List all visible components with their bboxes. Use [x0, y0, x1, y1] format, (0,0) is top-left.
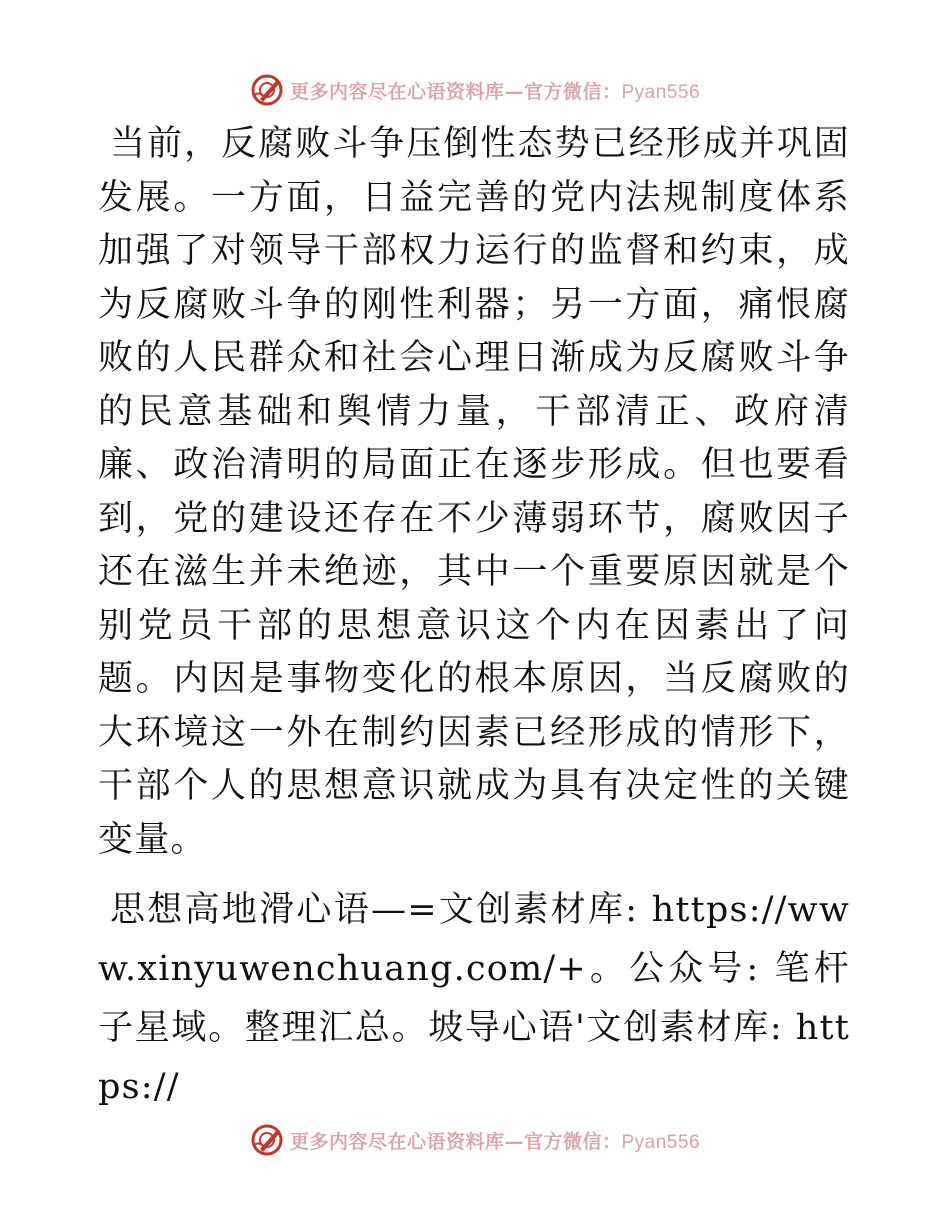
footer-wechat-id: Pyan556: [621, 1131, 701, 1153]
paragraph-main: 当前，反腐败斗争压倒性态势已经形成并巩固发展。一方面，日益完善的党内法规制度体系加强了对领导干部权力运行的监督和约束，成为反腐败斗争的刚性利器；另一方面，痛恨腐败的人民群众和社会心理日渐成为反腐败斗争的民意基础和舆情力量，干部清正、政府清廉、政治清明的局面正在逐步形成。但也要看到，党的建设还存在不少薄弱环节，腐败因子还在滋生并未绝迹，其中一个重要原因就是个别党员干部的思想意识这个内在因素出了问题。内因是事物变化的根本原因，当反腐败的大环境这一外在制约因素已经形成的情形下，干部个人的思想意识就成为具有决定性的关键变量。: [98, 124, 850, 860]
header-wechat-label: 官方微信：: [523, 80, 622, 103]
header-site-text: 更多内容尽在心语资料库: [289, 80, 505, 103]
footer-site-text: 更多内容尽在心语资料库: [289, 1130, 505, 1153]
logo-icon: [250, 73, 284, 107]
logo-icon: [250, 1123, 284, 1157]
header-banner: [0, 70, 950, 110]
paragraph-source-note: 思想高地滑心语—=文创素材库: https://www.xinyuwenchuang.com/+。公众号: 笔杆子星域。整理汇总。坡导心语'文创素材库: https://: [98, 890, 850, 1107]
header-separator: —: [504, 80, 524, 103]
footer-wechat-label: 官方微信：: [523, 1130, 622, 1153]
header-banner-text: [290, 77, 700, 104]
footer-separator: —: [504, 1130, 524, 1153]
footer-banner: [0, 1120, 950, 1160]
header-wechat-id: Pyan556: [621, 81, 701, 103]
footer-banner-text: [290, 1127, 700, 1154]
document-body: [98, 118, 850, 1117]
